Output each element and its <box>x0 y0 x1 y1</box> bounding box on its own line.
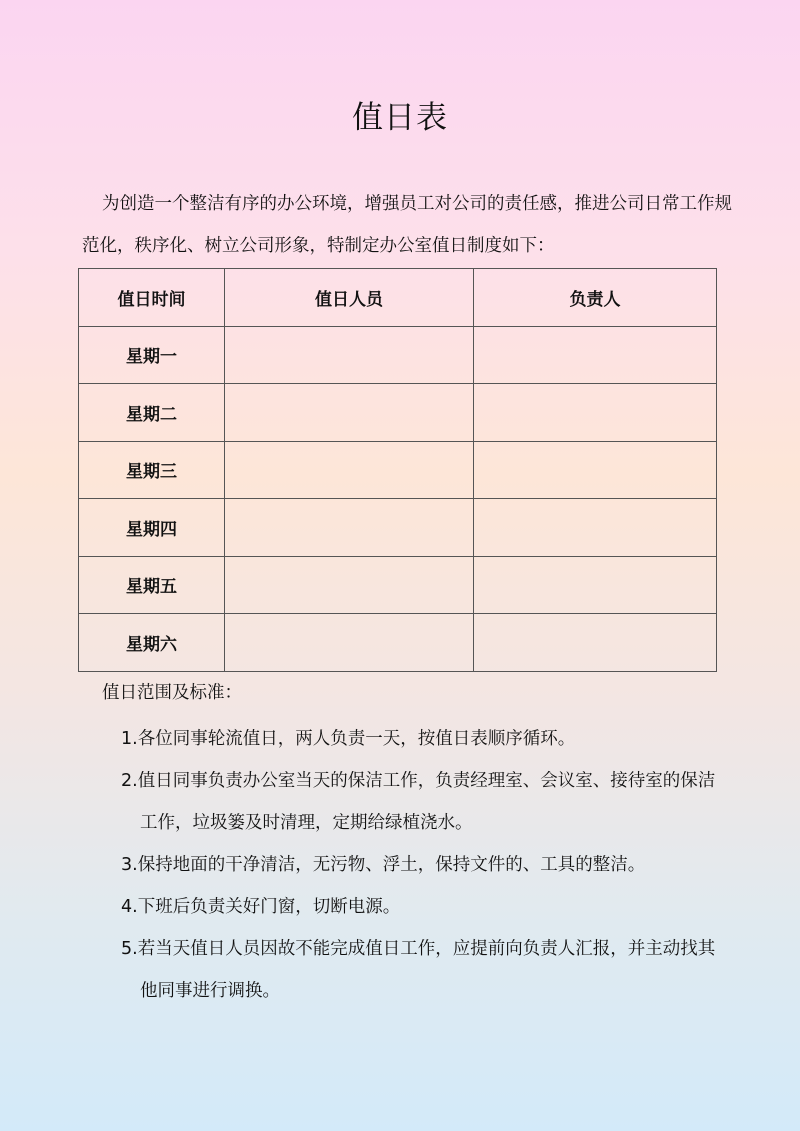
table-row <box>79 441 717 499</box>
list-item: 4.下班后负责关好门窗，切断电源。 <box>121 897 401 917</box>
page-title: 值日表 <box>352 100 448 136</box>
day-cell: 星期一 <box>79 326 225 384</box>
day-cell: 星期四 <box>79 499 225 557</box>
day-cell: 星期五 <box>79 556 225 614</box>
table-row <box>79 556 717 614</box>
leader-cell[interactable] <box>474 614 717 672</box>
rules-list <box>121 718 731 1012</box>
leader-cell[interactable] <box>474 556 717 614</box>
scope-heading: 值日范围及标准： <box>102 683 242 703</box>
list-item: 5.若当天值日人员因故不能完成值日工作，应提前向负责人汇报，并主动找其他同事进行调换。 <box>121 939 716 1001</box>
leader-cell[interactable] <box>474 384 717 442</box>
header-duty-time: 值日时间 <box>79 269 225 327</box>
header-duty-staff: 值日人员 <box>225 269 474 327</box>
day-cell: 星期六 <box>79 614 225 672</box>
staff-cell[interactable] <box>225 556 474 614</box>
staff-cell[interactable] <box>225 499 474 557</box>
staff-cell[interactable] <box>225 614 474 672</box>
table-row <box>79 384 717 442</box>
list-item: 3.保持地面的干净清洁，无污物、浮土，保持文件的、工具的整洁。 <box>121 855 646 875</box>
duty-table <box>78 268 717 672</box>
table-row <box>79 614 717 672</box>
table-header-row <box>79 269 717 327</box>
staff-cell[interactable] <box>225 441 474 499</box>
table-row <box>79 326 717 384</box>
leader-cell[interactable] <box>474 441 717 499</box>
day-cell: 星期三 <box>79 441 225 499</box>
list-item: 1.各位同事轮流值日，两人负责一天，按值日表顺序循环。 <box>121 729 576 749</box>
intro-paragraph: 为创造一个整洁有序的办公环境，增强员工对公司的责任感，推进公司日常工作规范化，秩序化、树立公司形象，特制定办公室值日制度如下： <box>82 194 732 256</box>
leader-cell[interactable] <box>474 326 717 384</box>
staff-cell[interactable] <box>225 384 474 442</box>
table-row <box>79 499 717 557</box>
day-cell: 星期二 <box>79 384 225 442</box>
list-item: 2.值日同事负责办公室当天的保洁工作，负责经理室、会议室、接待室的保洁工作，垃圾篓及时清理，定期给绿植浇水。 <box>121 771 716 833</box>
header-person-in-charge: 负责人 <box>474 269 717 327</box>
leader-cell[interactable] <box>474 499 717 557</box>
staff-cell[interactable] <box>225 326 474 384</box>
